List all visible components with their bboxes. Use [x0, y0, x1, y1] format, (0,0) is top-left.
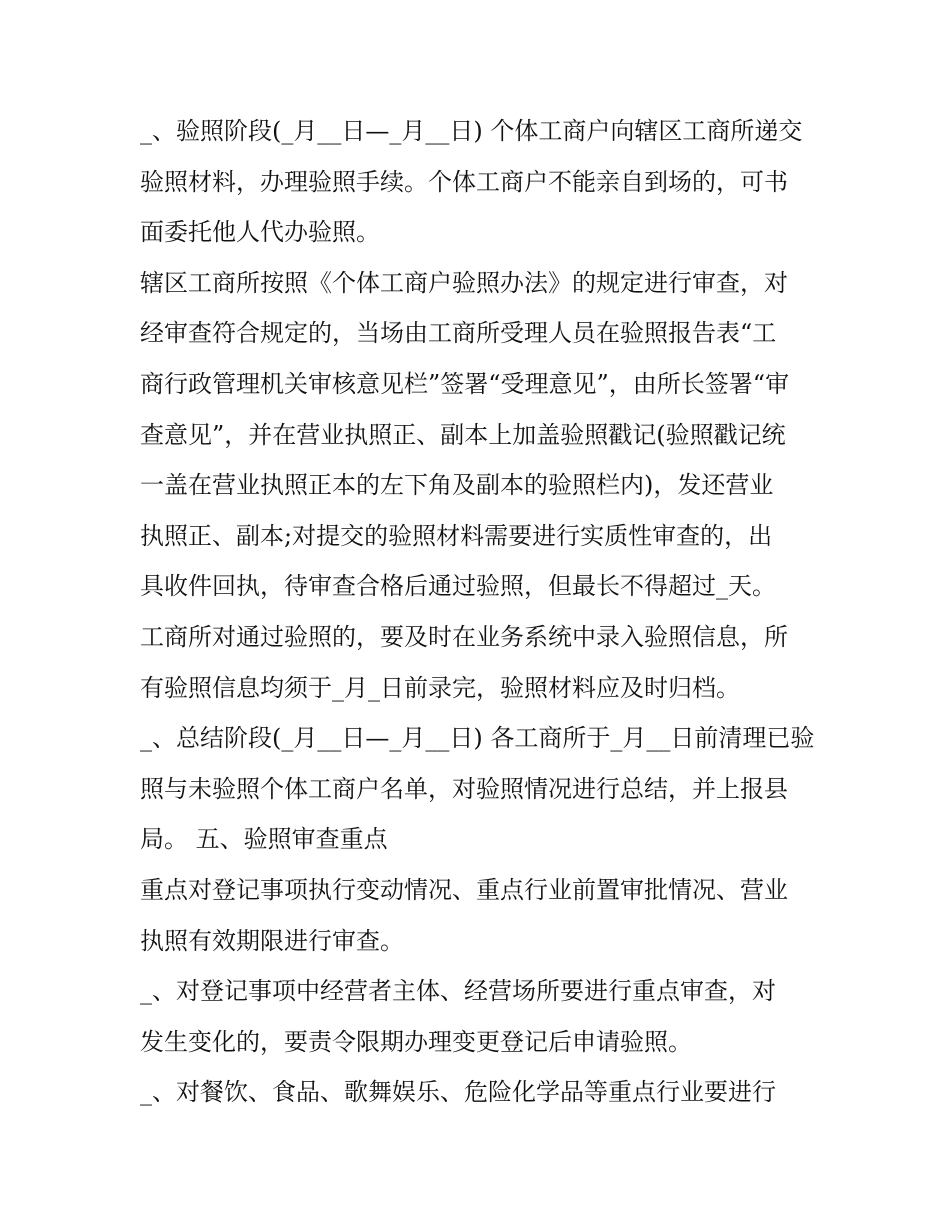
text-line: 局。 五、验照审查重点 — [140, 825, 388, 854]
text-line: _、验照阶段(_月__日—_月__日) 个体工商户向辖区工商所递交 — [140, 117, 803, 145]
document-body — [140, 106, 820, 1118]
text-line: 面委托他人代办验照。 — [140, 218, 380, 247]
text-line: 重点对登记事项执行变动情况、重点行业前置审批情况、营业 — [140, 875, 788, 904]
text-line: _、对餐饮、食品、歌舞娱乐、危险化学品等重点行业要进行 — [140, 1078, 776, 1107]
text-line: 商行政管理机关审核意见栏”签署“受理意见”，由所长签署“审 — [140, 369, 790, 398]
text-line: _、对登记事项中经营者主体、经营场所要进行重点审查，对 — [140, 977, 776, 1006]
text-line: 查意见”，并在营业执照正、副本上加盖验照戳记(验照戳记统 — [140, 420, 786, 449]
text-line: 辖区工商所按照《个体工商户验照办法》的规定进行审查，对 — [140, 268, 788, 297]
text-line: 具收件回执，待审查合格后通过验照，但最长不得超过_天。 — [140, 572, 776, 601]
text-line: 经审查符合规定的，当场由工商所受理人员在验照报告表“工 — [140, 319, 777, 348]
text-line: 工商所对通过验照的，要及时在业务系统中录入验照信息，所 — [140, 622, 788, 651]
text-line: 有验照信息均须于_月_日前录完，验照材料应及时归档。 — [140, 673, 740, 702]
text-line: 执照正、副本;对提交的验照材料需要进行实质性审查的，出 — [140, 521, 773, 550]
text-line: 验照材料，办理验照手续。个体工商户不能亲自到场的，可书 — [140, 167, 788, 196]
text-line: 执照有效期限进行审查。 — [140, 926, 404, 955]
text-line: 照与未验照个体工商户名单，对验照情况进行总结，并上报县 — [140, 774, 788, 803]
text-line: 一盖在营业执照正本的左下角及副本的验照栏内)，发还营业 — [140, 471, 774, 500]
text-line: _、总结阶段(_月__日—_月__日) 各工商所于_月__日前清理已验 — [140, 724, 815, 753]
text-line: 发生变化的，要责令限期办理变更登记后申请验照。 — [140, 1027, 692, 1056]
